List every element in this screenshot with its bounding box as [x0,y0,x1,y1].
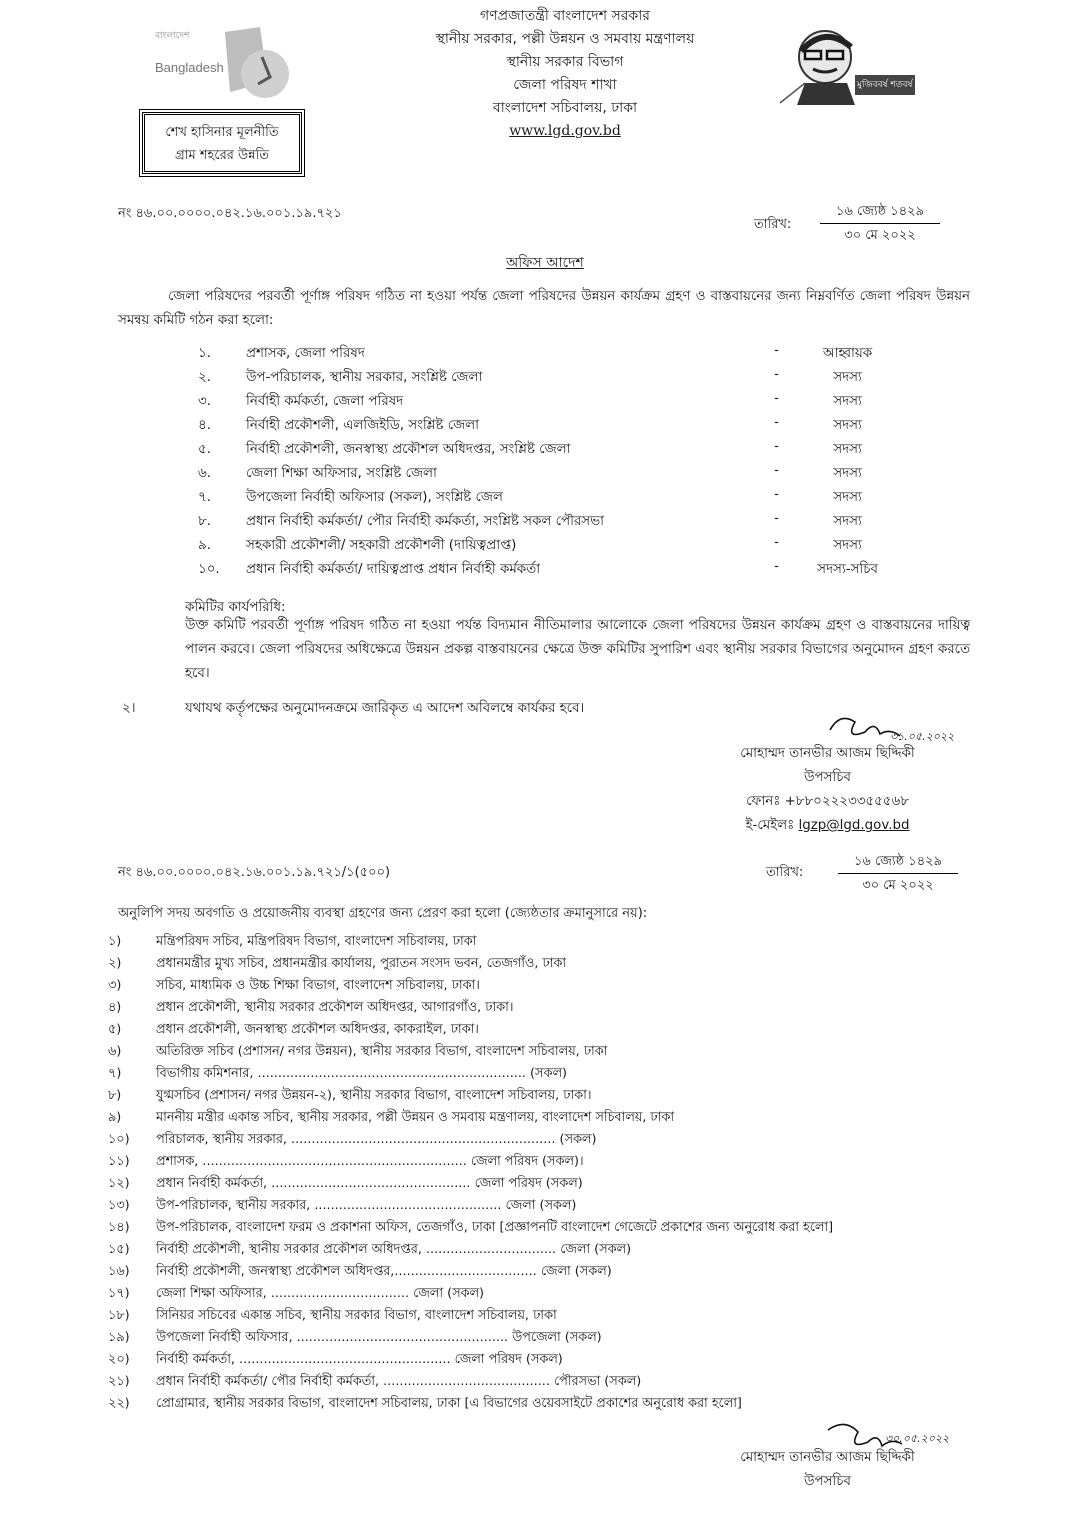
cc-intro: অনুলিপি সদয় অবগতি ও প্রয়োজনীয় ব্যবস্থা গ্রহণের জন্য প্রেরণ করা হলো (জ্যেষ্ঠতার ক্রমানুসারে নয়): [118,906,648,921]
committee-role: সদস্য [833,394,862,409]
committee-dash: - [774,367,779,382]
bangladesh-50-logo [150,22,320,102]
committee-row [0,559,1080,583]
logo-bangladesh-text: Bangladesh [155,60,224,75]
cc-list-item [108,1218,1008,1240]
committee-member: জেলা শিক্ষা অফিসার, সংশ্লিষ্ট জেলা [246,466,437,481]
cc-list-item [108,976,1008,998]
clause-2-text: যথাযথ কর্তৃপক্ষের অনুমোদনক্রমে জারিকৃত এ আদেশ অবিলম্বে কার্যকর হবে। [185,701,585,716]
cc-list-item [108,1372,1008,1394]
committee-row [0,463,1080,487]
committee-role: সদস্য [833,538,862,553]
date-label-2: তারিখ: [766,865,804,880]
portrait-icon [775,25,945,110]
committee-member: উপ-পরিচালক, স্থানীয় সরকার, সংশ্লিষ্ট জেলা [246,370,483,385]
cc-item-text: নির্বাহী প্রকৌশলী, জনস্বাস্থ্য প্রকৌশল অধিদপ্তর,................................... জেলা (সকল) [156,1264,612,1279]
cc-list-item [108,1108,1008,1130]
committee-dash: - [774,343,779,358]
memo-date-2 [838,850,958,897]
cc-item-text: উপ-পরিচালক, স্থানীয় সরকার, .............................................. জেলা (সকল) [156,1198,577,1213]
cc-item-number: ১৩) [108,1198,130,1213]
cc-item-text: পরিচালক, স্থানীয় সরকার, ................................................................. (সকল) [156,1132,597,1147]
logo-script-text: বাংলাদেশ [155,31,190,41]
cc-item-number: ১৪) [108,1220,130,1235]
slogan-box [142,112,302,174]
committee-row [0,367,1080,391]
cc-item-text: উপজেলা নির্বাহী অফিসার, .................................................... উপজেলা (সকল) [156,1330,602,1345]
committee-role: সদস্য [833,490,862,505]
committee-member: নির্বাহী প্রকৌশলী, এলজিইডি, সংশ্লিষ্ট জেলা [246,418,479,433]
cc-list-item [108,1086,1008,1108]
committee-role: সদস্য [833,442,862,457]
cc-item-text: প্রোগ্রামার, স্থানীয় সরকার বিভাগ, বাংলাদেশ সচিবালয়, ঢাকা [এ বিভাগের ওয়েবসাইটে প্রকাশের অনুরোধ করা হলো] [156,1396,742,1411]
cc-list-item [108,1262,1008,1284]
date-english-2: ৩০ মে ২০২২ [862,878,934,893]
cc-item-number: ১৬) [108,1264,130,1279]
cc-item-number: ১১) [108,1154,130,1169]
document-title [0,251,1080,275]
cc-item-number: ২২) [108,1396,130,1411]
cc-list-item [108,1152,1008,1174]
cc-item-text: মাননীয় মন্ত্রীর একান্ত সচিব, স্থানীয় সরকার, পল্লী উন্নয়ন ও সমবায় মন্ত্রণালয়, বাংলাদেশ সচিবালয়, ঢাকা [156,1110,675,1125]
committee-row-number: ১০. [198,562,220,577]
committee-member: উপজেলা নির্বাহী অফিসার (সকল), সংশ্লিষ্ট জেল [246,490,503,505]
cc-item-number: ৩) [108,978,122,993]
cc-list-item [108,1350,1008,1372]
header-line-division: স্থানীয় সরকার বিভাগ [506,54,624,70]
cc-list-item [108,1284,1008,1306]
committee-dash: - [774,511,779,526]
intro-paragraph: জেলা পরিষদের পরবর্তী পূর্ণাঙ্গ পরিষদ গঠিত না হওয়া পর্যন্ত জেলা পরিষদের উন্নয়ন কার্যক্রম গ্রহণ ও বাস্তবায়নের জন্য নিম্নবর্ণিত জেলা পরিষদ উন্নয়ন সমন্বয় কমিটি গঠন করা হলো: [118,289,970,328]
committee-role: সদস্য [833,418,862,433]
date-bangla: ১৬ জ্যেষ্ঠ ১৪২৯ [820,200,940,224]
cc-item-number: ৫) [108,1022,122,1037]
mujib-borsho-logo [775,25,945,110]
header-line-ministry: স্থানীয় সরকার, পল্লী উন্নয়ন ও সমবায় মন্ত্রণালয় [435,31,695,47]
cc-item-number: ৮) [108,1088,122,1103]
cc-list-item [108,1130,1008,1152]
cc-item-number: ৬) [108,1044,122,1059]
slogan-line-1: শেখ হাসিনার মূলনীতি [165,125,279,140]
cc-item-number: ৪) [108,1000,122,1015]
signature-block-1 [700,742,955,838]
email-label: ই-মেইলঃ [745,818,795,833]
cc-list-item [108,1174,1008,1196]
email-link[interactable]: lgzp@lgd.gov.bd [798,818,910,833]
committee-role: আহ্বায়ক [822,346,873,361]
committee-role: সদস্য [833,370,862,385]
cc-list-item [108,1064,1008,1086]
cc-list-item [108,1240,1008,1262]
signature-2-date: ৩০.০৫.২০২২ [885,1432,950,1445]
committee-role: সদস্য [833,514,862,529]
cc-list-item [108,932,1008,954]
signatory-name-2: মোহাম্মদ তানভীর আজম ছিদ্দিকী [740,1450,915,1465]
committee-member: নির্বাহী কর্মকর্তা, জেলা পরিষদ [246,394,404,409]
date-english: ৩০ মে ২০২২ [844,228,916,243]
cc-list-item [108,1196,1008,1218]
committee-member: প্রধান নির্বাহী কর্মকর্তা/ পৌর নির্বাহী কর্মকর্তা, সংশ্লিষ্ট সকল পৌরসভা [246,514,604,529]
cc-item-text: নির্বাহী প্রকৌশলী, স্থানীয় সরকার প্রকৌশল অধিদপ্তর, ................................ জেলা (সকল) [156,1242,632,1257]
committee-row-number: ৪. [198,418,211,433]
clause-2-number: ২। [122,701,136,716]
cc-item-number: ১৯) [108,1330,130,1345]
date-label: তারিখ: [754,217,792,232]
header-line-branch: জেলা পরিষদ শাখা [513,77,617,93]
memo-date [820,200,940,247]
cc-list-item [108,1020,1008,1042]
cc-list-item [108,998,1008,1020]
committee-row-number: ৮. [198,514,211,529]
cc-list-item [108,954,1008,976]
document-title-text: অফিস আদেশ [506,255,584,271]
cc-item-text: উপ-পরিচালক, বাংলাদেশ ফরম ও প্রকাশনা অফিস, তেজগাঁও, ঢাকা [প্রজ্ঞাপনটি বাংলাদেশ গেজেটে প্রকাশের জন্য অনুরোধ করা হলো] [156,1220,834,1235]
committee-row [0,391,1080,415]
cc-item-number: ৯) [108,1110,122,1125]
committee-dash: - [774,535,779,550]
signatory-name: মোহাম্মদ তানভীর আজম ছিদ্দিকী [740,746,915,761]
cc-list-item [108,1328,1008,1350]
committee-row [0,535,1080,559]
cc-list-item [108,1042,1008,1064]
memo-number: নং ৪৬.০০.০০০০.০৪২.১৬.০০১.১৯.৭২১ [118,206,342,221]
committee-role: সদস্য-সচিব [817,562,878,577]
cc-item-number: ৭) [108,1066,122,1081]
committee-member: সহকারী প্রকৌশলী/ সহকারী প্রকৌশলী (দায়িত্বপ্রাপ্ত) [246,538,517,553]
cc-item-number: ১৭) [108,1286,130,1301]
committee-dash: - [774,391,779,406]
committee-dash: - [774,463,779,478]
committee-row-number: ১. [198,346,211,361]
cc-item-number: ১২) [108,1176,130,1191]
committee-role: সদস্য [833,466,862,481]
committee-row-number: ৫. [198,442,211,457]
memo-number-2: নং ৪৬.০০.০০০০.০৪২.১৬.০০১.১৯.৭২১/১(৫০০) [118,865,391,880]
signatory-email-line [700,814,955,838]
cc-item-text: সচিব, মাধ্যমিক ও উচ্চ শিক্ষা বিভাগ, বাংলাদেশ সচিবালয়, ঢাকা। [156,978,480,993]
cc-item-text: প্রধান প্রকৌশলী, স্থানীয় সরকার প্রকৌশল অধিদপ্তর, আগারগাঁও, ঢাকা। [156,1000,514,1015]
header-line-address: বাংলাদেশ সচিবালয়, ঢাকা [492,100,638,116]
slogan-line-2: গ্রাম শহরের উন্নতি [174,148,270,163]
cc-item-text: প্রধান প্রকৌশলী, জনস্বাস্থ্য প্রকৌশল অধিদপ্তর, কাকরাইল, ঢাকা। [156,1022,479,1037]
cc-item-text: প্রধান নির্বাহী কর্মকর্তা, ................................................. জেলা পরিষদ (সকল) [156,1176,583,1191]
mujib-borsho-text: মুজিববর্ষ শতবর্ষ [857,80,913,90]
signature-block-2 [700,1446,955,1494]
cc-item-number: ১) [108,934,122,949]
date-bangla-2: ১৬ জ্যেষ্ঠ ১৪২৯ [838,850,958,874]
cc-list-item [108,1306,1008,1328]
cc-item-number: ১০) [108,1132,130,1147]
committee-dash: - [774,559,779,574]
committee-row [0,415,1080,439]
cc-item-number: ২১) [108,1374,130,1389]
cc-item-text: যুগ্মসচিব (প্রশাসন/ নগর উন্নয়ন-২), স্থানীয় সরকার বিভাগ, বাংলাদেশ সচিবালয়, ঢাকা। [156,1088,592,1103]
cc-item-number: ২০) [108,1352,130,1367]
cc-item-text: জেলা শিক্ষা অফিসার, .................................. জেলা (সকল) [156,1286,485,1301]
committee-row-number: ৬. [198,466,211,481]
committee-row [0,487,1080,511]
committee-row-number: ২. [198,370,211,385]
cc-list-item [108,1394,1008,1416]
scope-text: উক্ত কমিটি পরবর্তী পূর্ণাঙ্গ পরিষদ গঠিত না হওয়া পর্যন্ত বিদ্যমান নীতিমালার আলোকে জেলা পরিষদের উন্নয়ন কার্যক্রম গ্রহণ ও বাস্তবায়নের দায়িত্ব পালন করবে। জেলা পরিষদের অধিক্ষেত্রে উন্নয়ন প্রকল্প বাস্তবায়নের ক্ষেত্রে উক্ত কমিটির সুপারিশ এবং স্থানীয় সরকার বিভাগের অনুমোদন গ্রহণ করতে হবে। [185,618,970,681]
government-header [390,5,740,143]
committee-dash: - [774,487,779,502]
cc-item-text: সিনিয়র সচিবের একান্ত সচিব, স্থানীয় সরকার বিভাগ, বাংলাদেশ সচিবালয়, ঢাকা [156,1308,557,1323]
committee-row [0,511,1080,535]
signature-1-date: ৩১.০৫.২০২২ [890,730,955,743]
cc-item-text: মন্ত্রিপরিষদ সচিব, মন্ত্রিপরিষদ বিভাগ, বাংলাদেশ সচিবালয়, ঢাকা [156,934,477,949]
cc-item-text: প্রশাসক, ................................................................. জেলা পরিষদ (সকল)। [156,1154,584,1169]
committee-row-number: ৩. [198,394,211,409]
header-line-government: গণপ্রজাতন্ত্রী বাংলাদেশ সরকার [480,8,650,24]
committee-dash: - [774,439,779,454]
website-link[interactable]: www.lgd.gov.bd [509,123,621,139]
cc-item-text: নির্বাহী কর্মকর্তা, .................................................... জেলা পরিষদ (সকল) [156,1352,563,1367]
committee-row-number: ৯. [198,538,211,553]
cc-item-number: ২) [108,956,122,971]
cc-item-number: ১৮) [108,1308,130,1323]
cc-item-text: বিভাগীয় কমিশনার, .................................................................. (সকল) [156,1066,567,1081]
scope-heading: কমিটির কার্যপরিধি: [185,600,286,615]
committee-row [0,343,1080,367]
committee-member: প্রশাসক, জেলা পরিষদ [246,346,365,361]
signatory-designation-2: উপসচিব [804,1474,851,1489]
committee-member: প্রধান নির্বাহী কর্মকর্তা/ দায়িত্বপ্রাপ্ত প্রধান নির্বাহী কর্মকর্তা [246,562,541,577]
cc-item-number: ১৫) [108,1242,130,1257]
committee-row-number: ৭. [198,490,211,505]
cc-item-text: অতিরিক্ত সচিব (প্রশাসন/ নগর উন্নয়ন), স্থানীয় সরকার বিভাগ, বাংলাদেশ সচিবালয়, ঢাকা [156,1044,608,1059]
committee-member: নির্বাহী প্রকৌশলী, জনস্বাস্থ্য প্রকৌশল অধিদপ্তর, সংশ্লিষ্ট জেলা [246,442,571,457]
signatory-designation: উপসচিব [804,770,851,785]
committee-dash: - [774,415,779,430]
committee-row [0,439,1080,463]
cc-item-text: প্রধান নির্বাহী কর্মকর্তা/ পৌর নির্বাহী কর্মকর্তা, ......................................... পৌরসভা (সকল) [156,1374,642,1389]
signatory-phone: ফোনঃ +৮৮০২২২৩৩৫৫৫৬৮ [746,794,909,809]
cc-item-text: প্রধানমন্ত্রীর মুখ্য সচিব, প্রধানমন্ত্রীর কার্যালয়, পুরাতন সংসদ ভবন, তেজগাঁও, ঢাকা [156,956,567,971]
